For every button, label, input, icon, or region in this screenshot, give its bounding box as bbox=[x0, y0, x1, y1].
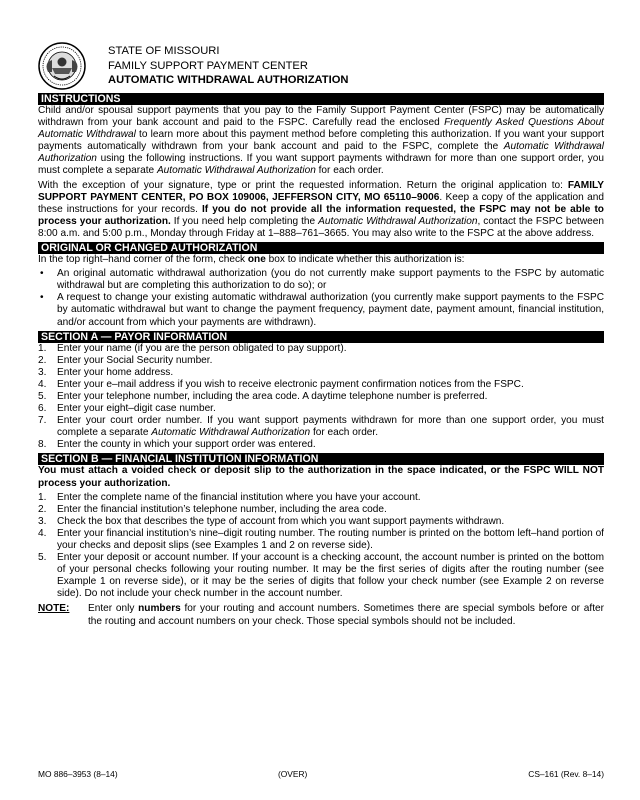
list-item: 4. Enter your financial institution’s nine–digit routing number. The routing number is printed on the bottom left–hand portion of your checks and deposit slips (see Examples 1 and 2 on reverse side). bbox=[38, 527, 604, 551]
list-item: 7. Enter your court order number. If you want support payments withdrawn for more than one support order, you must complete a separate Automatic Withdrawal Authorization for each order. bbox=[38, 415, 604, 439]
instructions-paragraph-1: Child and/or spousal support payments that you pay to the Family Support Payment Center (FSPC) may be automatically withdrawn from your bank account and paid to the FSPC. Carefully read the enclosed Frequently Asked Questions About Automatic Withdrawal to learn more about this payment method before completing this authorization. If you want your support payments automatically withdrawn from your bank account and paid to the FSPC, complete the Automatic Withdrawal Authorization using the following instructions. If you want support payments withdrawn for more than one support order, you must complete a separate Automatic Withdrawal Authorization for each order. bbox=[38, 105, 604, 177]
document-page bbox=[38, 34, 604, 628]
instructions-paragraph-2: With the exception of your signature, type or print the requested information. Return the original application to: FAMILY SUPPORT PAYMENT CENTER, PO BOX 109006, JEFFERSON CITY, MO 65110–9006. Keep a copy of the application and these instructions for your records. If you do not provide all the information requested, the FSPC may not be able to process your authorization. If you need help completing the Automatic Withdrawal Authorization, contact the FSPC between 8:00 a.m. and 5:00 p.m., Monday through Friday at 1–888–761–3665. You may also write to the FSPC at the above address. bbox=[38, 179, 604, 239]
section-b-list bbox=[38, 492, 604, 601]
over-label: (OVER) bbox=[278, 769, 308, 779]
missouri-seal-icon bbox=[38, 42, 86, 90]
list-item: 3. Enter your home address. bbox=[38, 366, 174, 378]
section-a-list bbox=[38, 343, 604, 452]
note-label: NOTE: bbox=[38, 603, 70, 615]
state-title: STATE OF MISSOURI bbox=[108, 45, 220, 57]
list-item: 1. Enter your name (if you are the person obligated to pay support). bbox=[38, 342, 347, 354]
list-item: 1. Enter the complete name of the financial institution where you have your account. bbox=[38, 491, 421, 503]
section-a-heading: SECTION A — PAYOR INFORMATION bbox=[38, 331, 604, 343]
list-item: • An original automatic withdrawal authorization (you do not currently make support payments to the FSPC by automatic withdrawal but are completing this authorization to do so); or bbox=[38, 268, 604, 292]
list-item: 4. Enter your e–mail address if you wish to receive electronic payment confirmation notices from the FSPC. bbox=[38, 378, 524, 390]
original-intro: In the top right–hand corner of the form, check one box to indicate whether this authorization is: bbox=[38, 254, 465, 266]
list-item: 3. Check the box that describes the type of account from which you want support payments withdrawn. bbox=[38, 515, 505, 527]
form-number: MO 886–3953 (8–14) bbox=[38, 769, 118, 779]
list-item: 2. Enter the financial institution’s telephone number, including the area code. bbox=[38, 503, 387, 515]
original-bullet-list bbox=[38, 268, 604, 328]
agency-title: FAMILY SUPPORT PAYMENT CENTER bbox=[108, 59, 308, 72]
form-title: AUTOMATIC WITHDRAWAL AUTHORIZATION bbox=[108, 74, 349, 86]
original-authorization-heading: ORIGINAL OR CHANGED AUTHORIZATION bbox=[38, 242, 604, 254]
section-b-warning: You must attach a voided check or deposit slip to the authorization in the space indicated, or the FSPC WILL NOT process your authorization. bbox=[38, 465, 604, 489]
list-item: 2. Enter your Social Security number. bbox=[38, 354, 213, 366]
revision-number: CS–161 (Rev. 8–14) bbox=[528, 769, 604, 779]
list-item: 8. Enter the county in which your support order was entered. bbox=[38, 439, 316, 451]
list-item: 5. Enter your deposit or account number. If your account is a checking account, the account number is printed on the bottom of your personal checks following your routing number. It may be the first series of digits after the routing number (see Example 1 on reverse side), or it may be the series of digits that follow your check number (see Example 2 on reverse side). Do not include your check number in the account number. bbox=[38, 552, 604, 600]
list-item: 5. Enter your telephone number, including the area code. A daytime telephone number is preferred. bbox=[38, 390, 488, 402]
list-item: • A request to change your existing automatic withdrawal authorization (you currently make support payments to the FSPC by automatic withdrawal but want to change the payment frequency, payment date, payment amount, financial institution, and/or account from which your payments are withdrawn). bbox=[38, 292, 604, 328]
list-item: 6. Enter your eight–digit case number. bbox=[38, 403, 216, 415]
instructions-heading: INSTRUCTIONS bbox=[38, 93, 604, 105]
note-block: NOTE: Enter only numbers for your routing and account numbers. Sometimes there are special symbols before or after the routing and account numbers on your check. Those special symbols should not be included. bbox=[38, 603, 604, 627]
section-b-heading: SECTION B — FINANCIAL INSTITUTION INFORMATION bbox=[38, 453, 604, 465]
document-header bbox=[38, 34, 604, 92]
